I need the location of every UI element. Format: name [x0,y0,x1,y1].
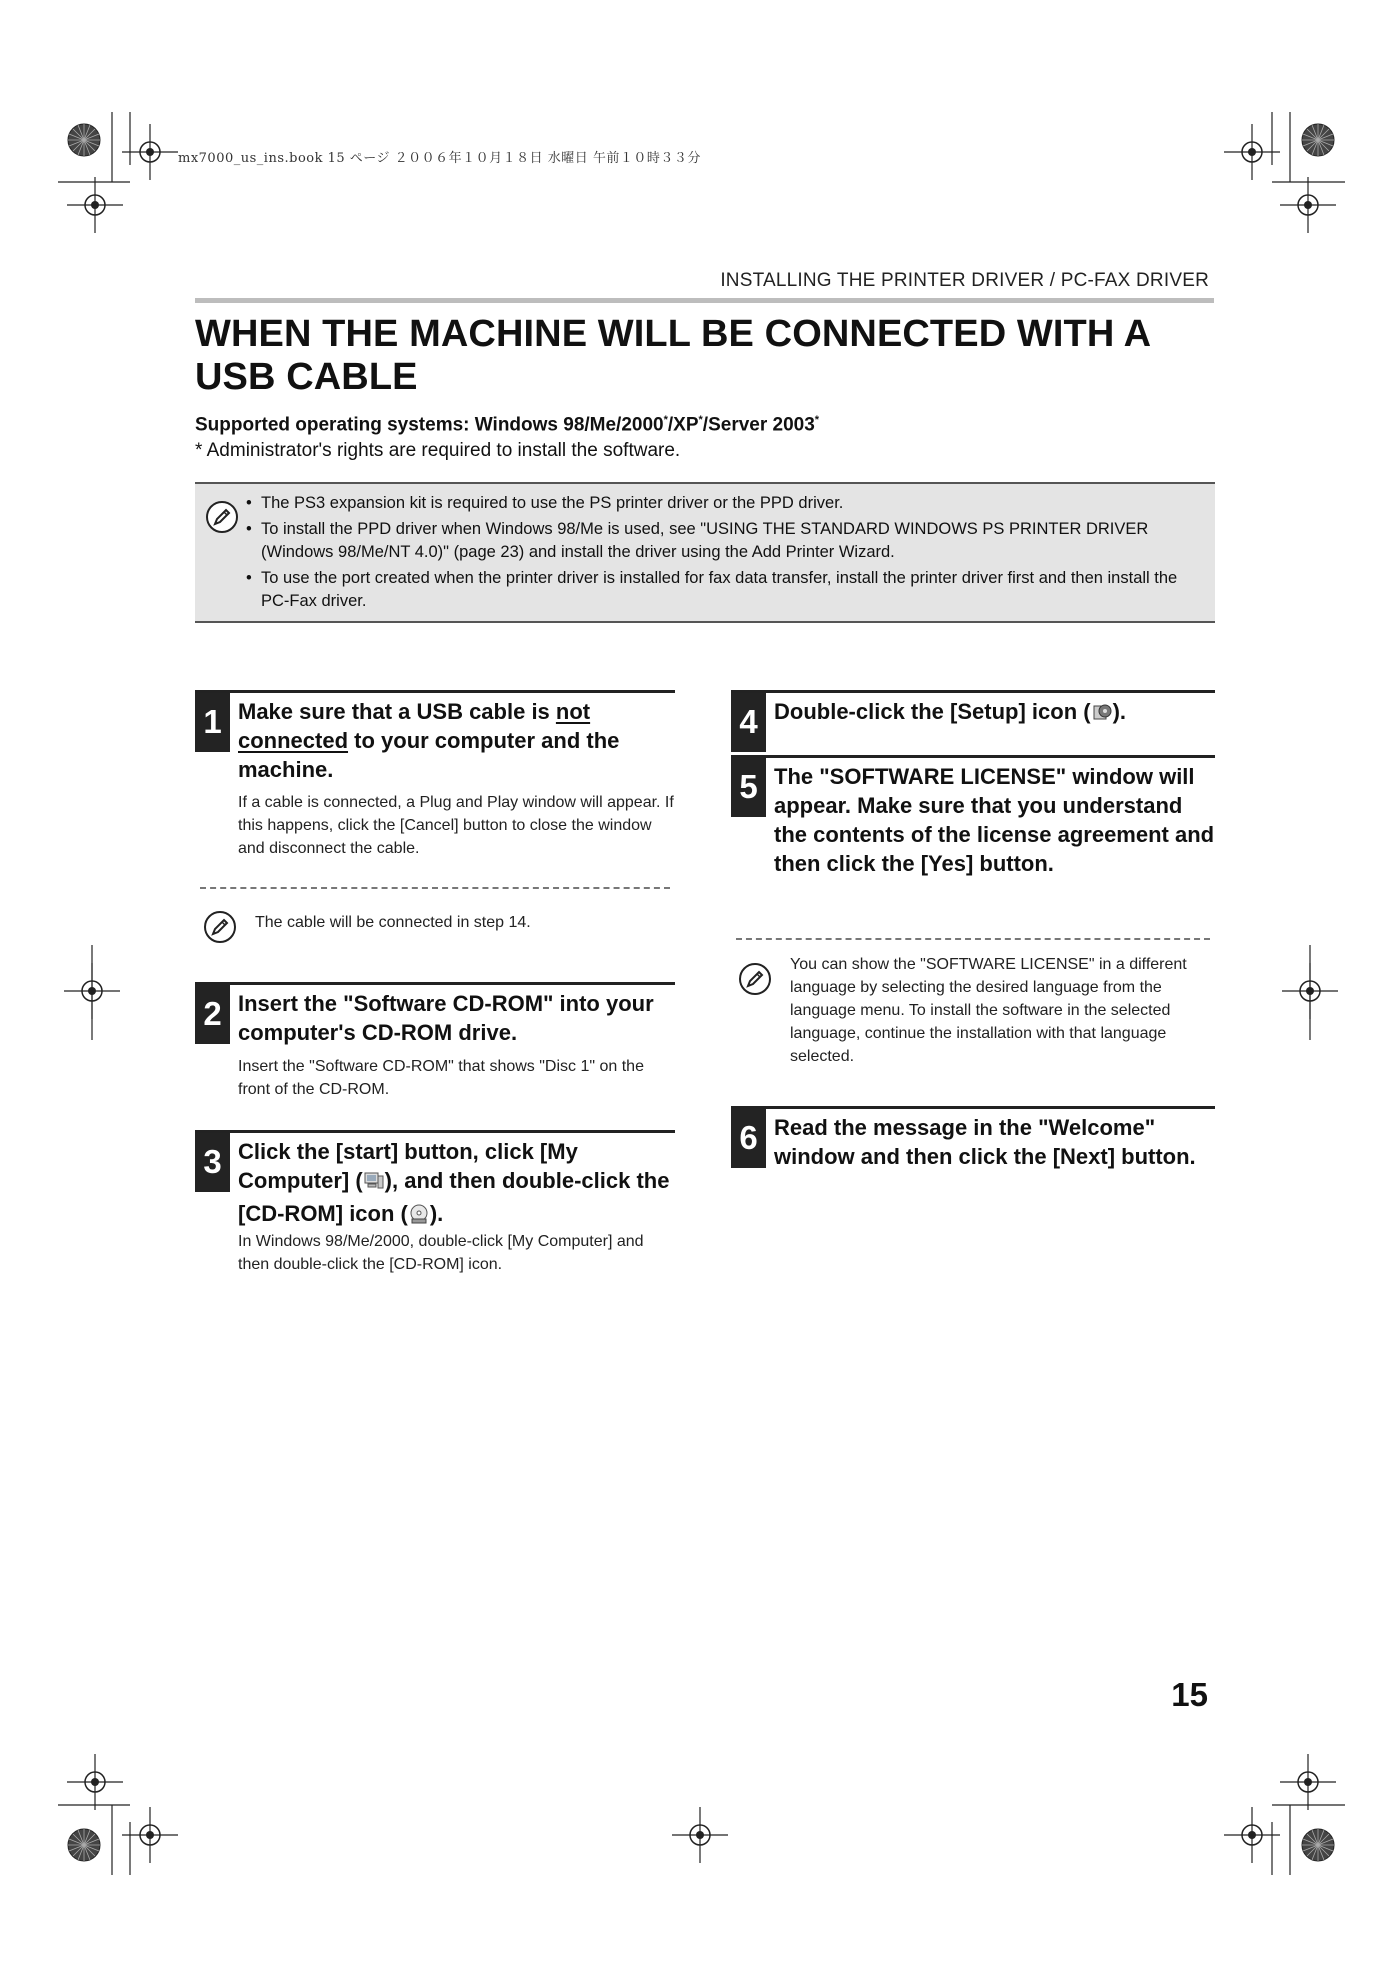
step-number: 2 [195,985,230,1044]
step-number: 4 [731,693,766,752]
color-bar-mark [1302,124,1334,156]
step-1 [195,690,675,890]
print-slug: mx7000_us_ins.book 15 ページ ２００６年１０月１８日 水曜日 午前１０時３３分 [178,151,701,166]
step-title: Click the [start] button, click [My Computer] ( ), and then double-click the [CD-ROM] icon ( ). [238,1137,675,1232]
note-item: • To install the PPD driver when Windows 98/Me is used, see "USING THE STANDARD WINDOWS PS PRINTER DRIVER (Windows 98/Me/NT 4.0)" (page 23) and install the driver using the Add Printer Wizard. [245,518,1205,564]
my-computer-icon [363,1170,385,1199]
registration-mark [67,1754,123,1810]
note-box [195,482,1215,623]
step-description: In Windows 98/Me/2000, double-click [My Computer] and then double-click the [CD-ROM] icon. [238,1233,644,1273]
step-title: Double-click the [Setup] icon ( ). [774,697,1215,730]
supported-os: Supported operating systems: Windows 98/Me/2000*/XP*/Server 2003* [195,414,820,436]
step-description: If a cable is connected, a Plug and Play window will appear. If this happens, click the [Cancel] button to close the window and disconnect the cable. [238,794,674,857]
step-number: 3 [195,1133,230,1192]
dashed-divider [736,938,1210,940]
step-title: Make sure that a USB cable is not connected to your computer and the machine. [238,699,620,782]
registration-mark [1280,1754,1336,1810]
page-number: 15 [1171,1676,1208,1713]
step-number: 6 [731,1109,766,1168]
step-3 [195,1130,675,1280]
step-description: Insert the "Software CD-ROM" that shows "Disc 1" on the front of the CD-ROM. [238,1058,644,1098]
color-bar-mark [68,124,100,156]
registration-mark [1280,177,1336,233]
note-item: • To use the port created when the printer driver is installed for fax data transfer, install the printer driver first and then install the PC-Fax driver. [245,567,1205,613]
header-rule [195,298,1214,303]
running-header: INSTALLING THE PRINTER DRIVER / PC-FAX DRIVER [720,270,1209,291]
step-number: 5 [731,758,766,817]
step-number: 1 [195,693,230,752]
note-pencil-icon [203,910,237,949]
page-title: WHEN THE MACHINE WILL BE CONNECTED WITH A USB CABLE [195,313,1150,398]
setup-icon [1091,701,1113,730]
step-title: Insert the "Software CD-ROM" into your computer's CD-ROM drive. [238,991,654,1045]
registration-mark [67,177,123,233]
step-6 [731,1106,1215,1206]
admin-footnote: * Administrator's rights are required to install the software. [195,440,681,461]
step-4 [731,690,1215,748]
color-bar-mark [1302,1829,1334,1861]
step-2 [195,982,675,1102]
step-1-note: The cable will be connected in step 14. [255,914,531,931]
color-bar-mark [68,1829,100,1861]
cd-rom-icon [408,1203,430,1232]
registration-mark [672,1807,728,1863]
note-list [245,492,1205,616]
step-5 [731,755,1215,915]
note-pencil-icon [738,962,772,1001]
step-title: Read the message in the "Welcome" window and then click the [Next] button. [774,1115,1196,1169]
step-5-note: You can show the "SOFTWARE LICENSE" in a different language by selecting the desired language from the language menu. To install the software in the selected language, continue the installation with that language selected. [790,956,1187,1065]
step-title: The "SOFTWARE LICENSE" window will appear. Make sure that you understand the contents of the license agreement and then click the [Yes] button. [774,764,1215,876]
dashed-divider [200,887,670,889]
note-pencil-icon [205,500,239,539]
note-item: • The PS3 expansion kit is required to use the PS printer driver or the PPD driver. [245,492,1205,515]
